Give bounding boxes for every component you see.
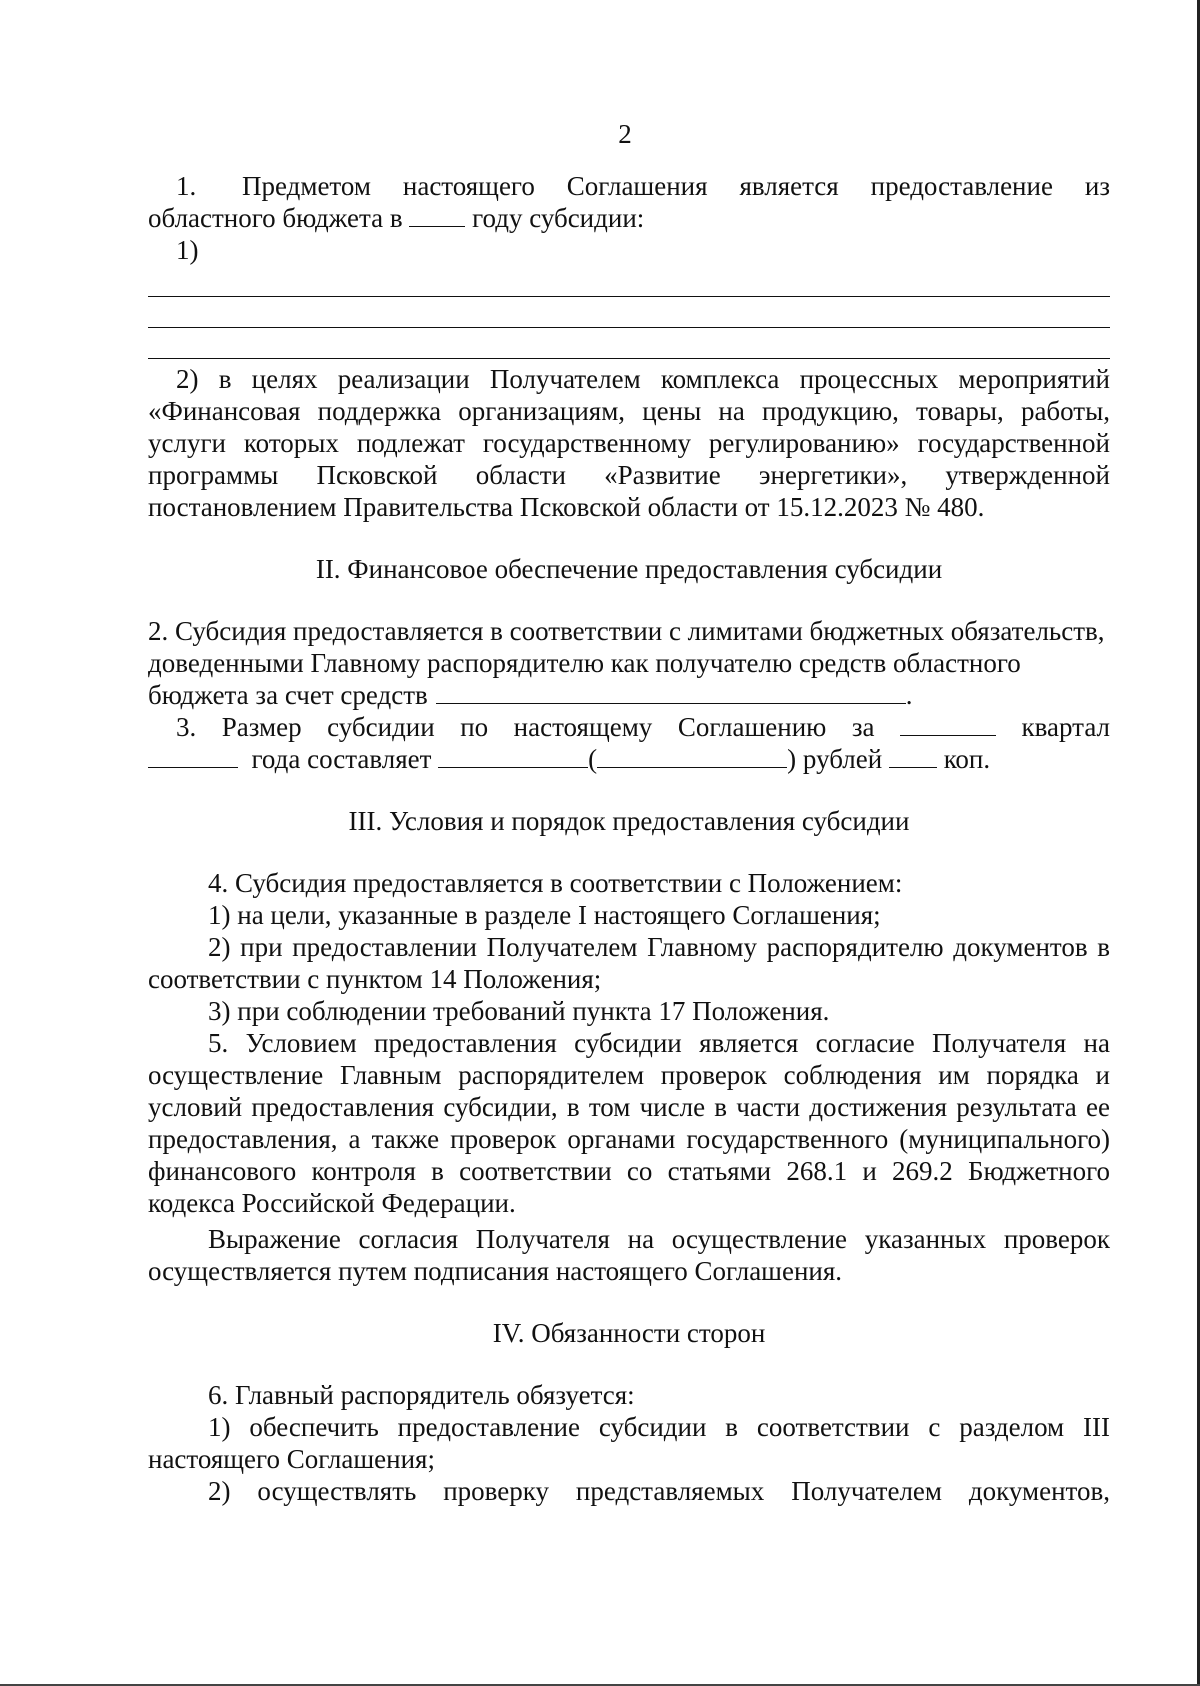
quarter-blank [900,713,996,736]
section-3-heading: III. Условия и порядок предоставления субсидии [348,806,910,836]
para-1-line-2-start: областного бюджета в [148,203,403,233]
para-1-line-1 [148,170,1110,202]
section-4-heading: IV. Обязанности сторон [492,1318,766,1348]
amount-words-blank [597,745,787,768]
para-1-text: Предметом настоящего Соглашения является предоставление из [242,171,1110,201]
page-number: 2 [618,119,632,149]
document-body: 1. Предметом настоящего Соглашения является предоставление из областного бюджета в году субсидии: 1) 2) в целях реализации Получателем комплекса процессных мероприятий «Финансовая поддержка организациям, цены на продукцию, товары, работы, услуги которых подлежат государственному регулированию» государственной программы Псковской области «Развитие энергетики», утвержденной постановлением Правительства Псковской области от 15.12.2023 № 480. II. Финансовое обеспечение предоставления субсидии 2. Субсидия предоставляется в соответствии с лимитами бюджетных обязательств, доведенными Главному распорядителю как получателю средств областного бюджета за счет средств . 3. Размер субсидии по настоящему Соглашению за квартал года составляет ( ) рублей коп. III. Условия и порядок предоставления субсидии 4. Субсидия предоставляется в соответствии с Положением: 1) на цели, указанные в разделе I настоящего Соглашения; 2) при предоставлении Получателем Главному распорядителю документов в соответствии с пунктом 14 Положения; 3) при соблюдении требований пункта 17 Положения. 5. Условием предоставления субсидии является согласие Получателя на осуществление Главным распорядителем проверок соблюдения им порядка и условий предоставления субсидии, в том числе в части достижения результата ее предоставления, а также проверок органами государственного (муниципального) финансового контроля в соответствии со статьями 268.1 и 269.2 Бюджетного кодекса Российской Федерации. Выражение согласия Получателя на осуществление указанных проверок осуществляется путем подписания настоящего Соглашения. IV. Обязанности сторон 6. Главный распорядитель обязуется: 1) обеспечить предоставление субсидии в соответствии с разделом III настоящего Соглашения; 2) осуществлять проверку представляемых Получателем документов, [148,171,1111,1506]
para-1-line-2 [148,202,1110,234]
para-3-start: 3. Размер субсидии по настоящему Соглашению за [176,712,875,742]
para-3-amount-label: года составляет [251,744,432,774]
blank-line-1 [148,266,1110,297]
item-1-label: 1) [176,235,199,265]
para-3-rubles: рублей [802,744,883,774]
year-blank-2 [148,745,238,768]
funds-source-blank [436,681,906,704]
para-4-item-3: 3) при соблюдении требований пункта 17 Положения. [208,996,830,1026]
para-2: 2. Субсидия предоставляется в соответствии с лимитами бюджетных обязательств, доведенными Главному распорядителю как получателю средств областного бюджета за счет средств [148,616,1105,710]
para-3-kopecks: коп. [943,744,991,774]
para-6-item-1: 1) обеспечить предоставление субсидии в соответствии с разделом III настоящего Соглашения; [148,1412,1110,1474]
item-2: 2) в целях реализации Получателем комплекса процессных мероприятий «Финансовая поддержка организациям, цены на продукцию, товары, работы, услуги которых подлежат государственному регулированию» государственной программы Псковской области «Развитие энергетики», утвержденной постановлением Правительства Псковской области от 15.12.2023 № 480. [148,364,1110,522]
para-1-number: 1. [176,171,197,201]
para-3-quarter-word: квартал [1021,712,1111,742]
para-4-item-1: 1) на цели, указанные в разделе I настоящего Соглашения; [208,900,881,930]
para-6: 6. Главный распорядитель обязуется: [208,1380,635,1410]
para-3-line-2: года составляет ( ) рублей коп. [148,743,1110,775]
para-4: 4. Субсидия предоставляется в соответствии с Положением: [208,868,903,898]
para-1-line-2-end: году субсидии: [472,203,645,233]
blank-line-2 [148,297,1110,328]
para-5: 5. Условием предоставления субсидии является согласие Получателя на осуществление Главным распорядителем проверок соблюдения им порядка и условий предоставления субсидии, в том числе в части достижения результата ее предоставления, а также проверок органами государственного (муниципального) финансового контроля в соответствии со статьями 268.1 и 269.2 Бюджетного кодекса Российской Федерации. [148,1028,1110,1218]
para-4-item-2: 2) при предоставлении Получателем Главному распорядителю документов в соответствии с пунктом 14 Положения; [148,932,1110,994]
section-2-heading: II. Финансовое обеспечение предоставления субсидии [315,554,943,584]
kopecks-blank [889,745,937,768]
blank-line-3 [148,328,1110,359]
para-6-item-2: 2) осуществлять проверку представляемых Получателем документов, [208,1476,1110,1506]
amount-blank [438,745,588,768]
para-5-consent: Выражение согласия Получателя на осуществление указанных проверок осуществляется путем подписания настоящего Соглашения. [148,1224,1110,1286]
year-blank [409,204,465,227]
para-3-line-1 [148,711,1110,743]
